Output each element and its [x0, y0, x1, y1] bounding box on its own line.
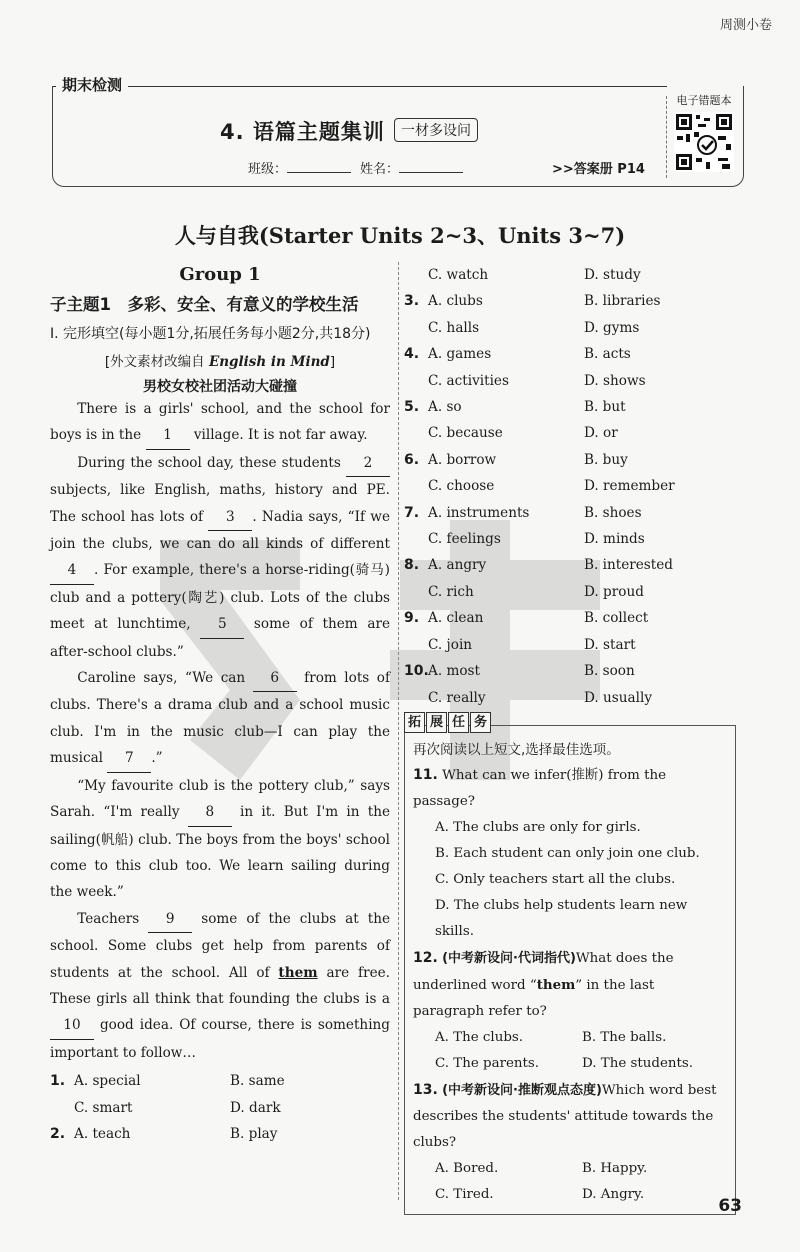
- option-b[interactable]: B. play: [230, 1125, 278, 1142]
- question-text: What does the underlined word “: [413, 950, 674, 993]
- option-d[interactable]: D. usually: [584, 689, 653, 706]
- option-number: 2.: [50, 1125, 66, 1142]
- blank-2[interactable]: 2: [346, 450, 390, 477]
- class-input-line: [287, 160, 351, 173]
- option-a[interactable]: A. games: [428, 346, 492, 363]
- option-b[interactable]: B. but: [584, 399, 626, 416]
- option-a[interactable]: A. most: [428, 663, 480, 680]
- option-c[interactable]: C. feelings: [428, 531, 501, 548]
- option-b[interactable]: B. acts: [584, 346, 631, 363]
- question-tag: (中考新设问·推断观点态度): [442, 1082, 602, 1098]
- corner-tag: 周测小卷: [719, 18, 772, 33]
- question-number: 12.: [413, 949, 438, 966]
- option-row: [404, 552, 736, 578]
- question-keyword: them: [536, 976, 576, 993]
- option-number: [404, 579, 428, 605]
- class-field: [248, 158, 351, 177]
- text-segment: subjects, like English, maths, history and PE. The school has lots of: [50, 482, 390, 525]
- text-segment: Caroline says, “We can: [77, 670, 253, 687]
- question-12: [413, 945, 729, 1025]
- option-number: 4.: [404, 346, 420, 363]
- option-a[interactable]: A. instruments: [428, 504, 530, 521]
- option-b[interactable]: B. buy: [584, 451, 628, 468]
- option-number: [404, 420, 428, 446]
- tag-char: 拓: [404, 712, 425, 733]
- option-c[interactable]: C. rich: [428, 583, 474, 600]
- main-heading: 人与自我(Starter Units 2~3、Units 3~7): [174, 223, 626, 248]
- passage-paragraph-3: [50, 665, 390, 773]
- passage-paragraph-2: [50, 450, 390, 665]
- option-number: 10.: [404, 663, 429, 680]
- text-segment: . For example, there's a horse-riding(骑马) club and a pottery(陶艺) club. Lots of the clubs meet at lunchtime,: [50, 562, 390, 633]
- text-segment: good idea. Of course, there is something important to follow…: [50, 1017, 390, 1061]
- option-number: [404, 262, 428, 288]
- underlined-word-them: them: [278, 964, 318, 981]
- question-number: 11.: [413, 766, 438, 783]
- blank-5[interactable]: 5: [200, 611, 244, 638]
- blank-6[interactable]: 6: [253, 665, 297, 692]
- q13-options-row: [413, 1182, 729, 1208]
- q12-options-row: [413, 1025, 729, 1051]
- page-title: 4. 语篇主题集训: [220, 120, 385, 144]
- title-tag: 一材多设问: [394, 118, 478, 142]
- q11-option-b[interactable]: B. Each student can only join one club.: [435, 845, 700, 861]
- option-row: [404, 605, 736, 631]
- option-d[interactable]: D. or: [584, 425, 618, 442]
- option-number: [404, 315, 428, 341]
- question-text: ” in the last paragraph refer to?: [413, 977, 655, 1019]
- option-c[interactable]: C. halls: [428, 319, 480, 336]
- option-a[interactable]: A. angry: [428, 557, 487, 574]
- option-d[interactable]: D. study: [584, 267, 641, 283]
- option-a[interactable]: A. borrow: [428, 451, 497, 468]
- cloze-instruction: Ⅰ. 完形填空(每小题1分,拓展任务每小题2分,共18分): [50, 326, 371, 342]
- tag-char: 务: [470, 712, 491, 733]
- source-suffix: ]: [329, 354, 336, 370]
- text-segment: from lots of clubs. There's a drama club and a school music club. I'm in the music club—I can play the musical: [50, 670, 390, 767]
- option-row: [50, 1095, 390, 1121]
- name-label: 姓名：: [360, 162, 400, 177]
- qr-label: 电子错题本: [676, 94, 732, 107]
- option-row: [404, 341, 736, 367]
- option-number: [404, 685, 428, 711]
- header-separator: [666, 96, 667, 178]
- option-number: [404, 368, 428, 394]
- q13-options-row: [413, 1156, 729, 1182]
- q12-option-c[interactable]: C. The parents.: [435, 1055, 540, 1071]
- column-divider: [398, 262, 399, 1200]
- option-row: [404, 500, 736, 526]
- blank-10[interactable]: 10: [50, 1012, 94, 1039]
- tag-char: 展: [426, 712, 447, 733]
- option-d[interactable]: D. start: [584, 636, 636, 653]
- option-d[interactable]: D. gyms: [584, 319, 640, 336]
- qr-panel: [668, 92, 740, 178]
- option-row: [50, 1068, 390, 1094]
- text-segment: some of them are after-school clubs.”: [50, 616, 390, 660]
- blank-7[interactable]: 7: [107, 745, 151, 772]
- option-row: [404, 368, 736, 394]
- blank-9[interactable]: 9: [148, 906, 192, 933]
- options-left-list: [50, 1068, 390, 1147]
- left-column: [50, 262, 390, 1147]
- text-segment: Teachers: [77, 910, 149, 927]
- q13-option-c[interactable]: C. Tired.: [435, 1186, 494, 1202]
- q11-option-a[interactable]: A. The clubs are only for girls.: [435, 819, 641, 835]
- q12-options-row: [413, 1051, 729, 1077]
- option-c[interactable]: C. join: [428, 636, 473, 653]
- option-c[interactable]: C. activities: [428, 372, 509, 389]
- question-11: [413, 762, 729, 815]
- source-book: English in Mind: [208, 354, 330, 370]
- question-text: What can we infer(推断) from the passage?: [413, 767, 667, 809]
- option-row: [404, 288, 736, 314]
- option-d[interactable]: D. proud: [584, 583, 644, 600]
- blank-4[interactable]: 4: [50, 557, 94, 584]
- question-number: 13.: [413, 1081, 438, 1098]
- option-b[interactable]: B. soon: [584, 663, 635, 680]
- group-title: Group 1: [179, 264, 261, 285]
- option-c[interactable]: C. watch: [428, 267, 489, 283]
- q12-option-b[interactable]: B. The balls.: [582, 1029, 667, 1045]
- option-row: [404, 473, 736, 499]
- option-c[interactable]: C. smart: [74, 1099, 133, 1116]
- option-d[interactable]: D. remember: [584, 478, 675, 495]
- option-number: 6.: [404, 451, 420, 468]
- option-number: 9.: [404, 610, 420, 627]
- class-label: 班级：: [248, 162, 288, 177]
- option-row: [404, 526, 736, 552]
- text-segment: are free. These girls all think that founding the clubs is a: [50, 964, 390, 1007]
- option-number: 7.: [404, 504, 420, 521]
- name-input-line: [399, 160, 463, 173]
- option-d[interactable]: D. minds: [584, 531, 645, 548]
- option-number: 3.: [404, 293, 420, 310]
- option-b[interactable]: B. libraries: [584, 293, 661, 310]
- text-segment: During the school day, these students: [77, 454, 346, 471]
- option-d[interactable]: D. shows: [584, 372, 646, 389]
- option-row: [404, 579, 736, 605]
- text-segment: “My favourite club is the pottery club,” says Sarah. “I'm really: [50, 777, 390, 821]
- passage-paragraph-4: [50, 773, 390, 906]
- q12-option-a[interactable]: A. The clubs.: [435, 1029, 524, 1045]
- name-field: [360, 158, 463, 177]
- option-number: [404, 526, 428, 552]
- option-a[interactable]: A. special: [74, 1073, 141, 1090]
- option-row: [404, 315, 736, 341]
- option-number: [404, 632, 428, 658]
- option-b[interactable]: B. shoes: [584, 504, 642, 521]
- extension-tag: [404, 712, 492, 733]
- option-row: [404, 394, 736, 420]
- blank-1[interactable]: 1: [146, 422, 190, 449]
- source-note: [50, 350, 390, 370]
- q13-option-b[interactable]: B. Happy.: [582, 1160, 648, 1176]
- text-segment: . Nadia says, “If we join the clubs, we can do all kinds of different: [50, 508, 390, 553]
- option-a[interactable]: A. clean: [428, 610, 484, 627]
- text-segment: in it. But I'm in the sailing(帆船) club. The boys from the boys' school come to this club too. We learn sailing during the week.”: [50, 804, 391, 901]
- option-row: [404, 658, 736, 684]
- option-c[interactable]: C. really: [428, 689, 486, 706]
- q12-option-d[interactable]: D. The students.: [582, 1055, 694, 1071]
- tag-char: 任: [448, 712, 469, 733]
- question-tag: (中考新设问·代词指代): [442, 950, 576, 966]
- option-number: 8.: [404, 557, 420, 574]
- option-b[interactable]: B. interested: [584, 557, 673, 574]
- passage-paragraph-5: [50, 906, 390, 1066]
- extension-intro: 再次阅读以上短文,选择最佳选项。: [413, 741, 620, 758]
- right-column: [404, 262, 736, 1215]
- text-segment: .”: [151, 750, 163, 767]
- option-a[interactable]: A. so: [428, 399, 462, 416]
- question-13: [413, 1077, 729, 1156]
- text-segment: some of the clubs at the school. Some clubs get help from parents of students at the school. All of: [50, 910, 390, 981]
- option-row: [404, 262, 736, 288]
- q11-option-c[interactable]: C. Only teachers start all the clubs.: [435, 871, 676, 887]
- option-a[interactable]: A. clubs: [428, 293, 483, 310]
- passage-title: 男校女校社团活动大碰撞: [143, 379, 297, 395]
- option-row: [404, 420, 736, 446]
- section-label: 期末检测: [56, 74, 128, 95]
- option-b[interactable]: B. same: [230, 1073, 285, 1090]
- option-c[interactable]: C. because: [428, 425, 503, 442]
- option-a[interactable]: A. teach: [74, 1125, 131, 1142]
- subtopic-title: 子主题1 多彩、安全、有意义的学校生活: [50, 295, 359, 314]
- option-number: 5.: [404, 399, 420, 416]
- option-number: [404, 473, 428, 499]
- q13-option-d[interactable]: D. Angry.: [582, 1186, 645, 1202]
- option-c[interactable]: C. choose: [428, 478, 495, 495]
- qr-code-icon[interactable]: [674, 112, 734, 172]
- q11-option-d[interactable]: D. The clubs help students learn new skills.: [435, 897, 688, 939]
- option-row: [404, 685, 736, 711]
- option-row: [404, 632, 736, 658]
- option-row: [50, 1121, 390, 1147]
- option-d[interactable]: D. dark: [230, 1099, 281, 1116]
- blank-8[interactable]: 8: [188, 799, 232, 826]
- page-number: 63: [718, 1196, 742, 1216]
- extension-task-box: [404, 714, 736, 1215]
- source-prefix: [外文素材改编自: [104, 354, 209, 370]
- text-segment: There is a girls' school, and the school for boys is in the: [50, 401, 390, 444]
- answer-reference: >>答案册 P14: [552, 162, 645, 177]
- option-b[interactable]: B. collect: [584, 610, 649, 627]
- text-segment: village. It is not far away.: [189, 427, 368, 444]
- option-number: 1.: [50, 1073, 66, 1090]
- option-row: [404, 447, 736, 473]
- passage-paragraph-1: [50, 396, 390, 450]
- blank-3[interactable]: 3: [208, 504, 252, 531]
- question-text: Which word best describes the students' attitude towards the clubs?: [413, 1082, 717, 1150]
- q13-option-a[interactable]: A. Bored.: [435, 1160, 499, 1176]
- options-right-list: [404, 262, 736, 711]
- option-number: [50, 1095, 74, 1121]
